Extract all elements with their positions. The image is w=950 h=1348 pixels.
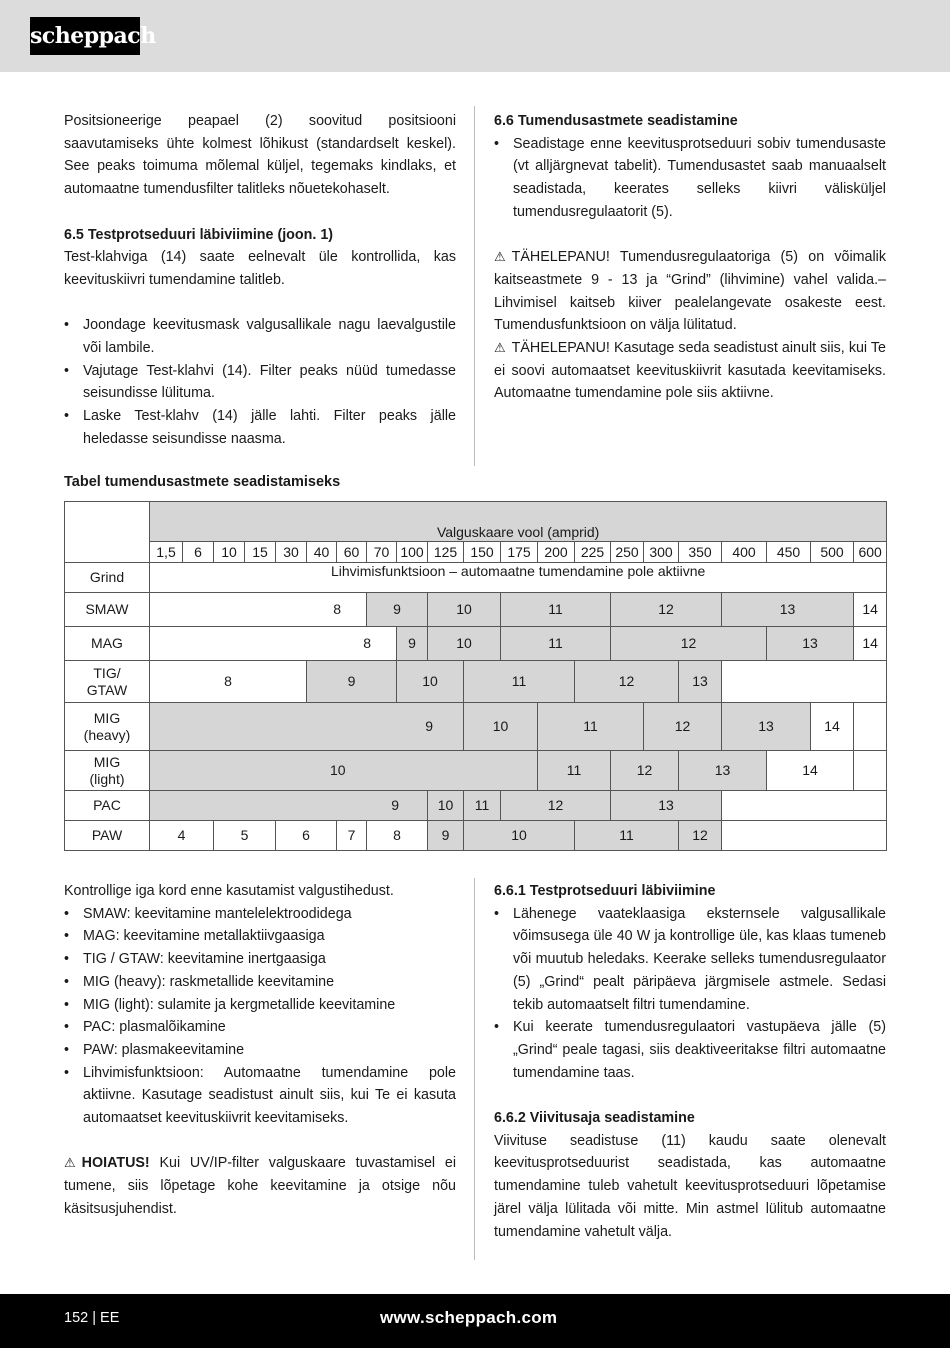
shade-cell: 11 [538, 703, 644, 751]
row-label-smaw: SMAW [65, 593, 150, 627]
shade-cell: 12 [611, 593, 722, 627]
shade-cell: 14 [767, 751, 854, 791]
amp-cell: 200 [538, 542, 575, 563]
shade-cell: 12 [644, 703, 722, 751]
amp-cell: 40 [307, 542, 337, 563]
warning-text: Kui UV/IP-filter valguskaare tuvastamisel ei tumene, siis lõpetage kohe keevitamine ja otsige nõu käsitsusjuhendist. [64, 1155, 456, 1217]
heading-6-5: 6.5 Testprotseduuri läbiviimine (joon. 1) [64, 226, 334, 243]
amp-cell: 1,5 [150, 542, 183, 563]
row-label-line: (heavy) [83, 726, 131, 743]
shade-cell-empty [854, 703, 887, 751]
grind-text: Lihvimisfunktsioon – automaatne tumendamine pole aktiivne [150, 563, 887, 593]
warning-paragraph [494, 337, 886, 405]
row-label-line: MIG [93, 753, 121, 770]
shade-cell: 14 [854, 593, 887, 627]
shade-cell: 13 [722, 703, 811, 751]
shade-cell: 11 [501, 627, 611, 661]
page-footer [0, 1294, 950, 1348]
warning-text: TÄHELEPANU! Kasutage seda seadistust ainult siis, kui Te ei soovi automaatset keevituskiivrit kasutada keevitamiseks. Automaatne tumendamine pole siis aktiivne. [494, 340, 886, 402]
row-label-line: MIG [93, 709, 121, 726]
list-item: • MIG (light): sulamite ja kergmetallide keevitamine [64, 994, 456, 1017]
table-corner [65, 502, 150, 563]
shade-cell: 12 [679, 821, 722, 851]
shade-cell: 4 [150, 821, 214, 851]
shade-cell: 9 [397, 627, 428, 661]
list-item: • Kui keerate tumendusregulaatori vastupäeva jälle (5) „Grind“ peale tagasi, siis deaktiveeritakse filtri automaatne tumendamine taas. [494, 1016, 886, 1084]
shade-cell: 7 [337, 821, 367, 851]
amp-cell: 150 [464, 542, 501, 563]
shade-cell: 14 [854, 627, 887, 661]
shade-cell: 9 [150, 791, 428, 821]
shade-table [64, 501, 887, 851]
shade-cell: 10 [428, 627, 501, 661]
shade-cell: 9 [150, 703, 464, 751]
row-label-line: TIG/ [93, 664, 121, 681]
list-item: • SMAW: keevitamine mantelelektroodidega [64, 903, 456, 926]
heading-6-6: 6.6 Tumendusastmete seadistamine [494, 113, 738, 129]
shade-cell: 14 [811, 703, 854, 751]
row-label-grind: Grind [65, 563, 150, 593]
left-bottom-column [64, 880, 456, 1221]
shade-cell: 12 [501, 791, 611, 821]
warning-text: TÄHELEPANU! Tumendusregulaatoriga (5) on võimalik kaitseastmete 9 - 13 ja “Grind” (lihvimine) vahel valida.–Lihvimisel kaitseb kiiver pealelangevate osakeste eest. Tumendusfunktsioon on välja lülitatud. [494, 249, 886, 334]
list-item: • MAG: keevitamine metallaktiivgaasiga [64, 925, 456, 948]
left-top-column [64, 110, 456, 451]
shade-cell: 11 [538, 751, 611, 791]
paragraph-delay: Viivituse seadistuse (11) kaudu saate olenevalt keevitusprotseduurist seadistada, kas automaatne tumendamine tuleb vahetult keevitusprotseduuri lõpetamise järel välja lülitada või mitte. Min astmel lülitub automaatne tumendamine vahetult välja. [494, 1132, 886, 1240]
row-label-mig-light [65, 751, 150, 791]
amp-cell: 225 [575, 542, 611, 563]
shade-cell: 8 [150, 593, 367, 627]
shade-cell: 13 [679, 661, 722, 703]
list-item: • TIG / GTAW: keevitamine inertgaasiga [64, 948, 456, 971]
paragraph-check: Kontrollige iga kord enne kasutamist valgustihedust. [64, 883, 394, 899]
shade-cell-empty [854, 751, 887, 791]
heading-6-6-1: 6.6.1 Testprotseduuri läbiviimine [494, 883, 716, 899]
row-label-mig-heavy [65, 703, 150, 751]
amp-cell: 10 [214, 542, 245, 563]
table-title: Tabel tumendusastmete seadistamiseks [64, 474, 341, 490]
page-number: 152 [64, 1310, 89, 1326]
amp-cell: 300 [644, 542, 679, 563]
row-label-line: GTAW [86, 681, 128, 698]
current-header: Valguskaare vool (amprid) [150, 502, 887, 542]
row-label-pac: PAC [65, 791, 150, 821]
row-label-tig [65, 661, 150, 703]
shade-cell: 10 [464, 821, 575, 851]
shade-cell: 10 [150, 751, 538, 791]
amp-cell: 450 [767, 542, 811, 563]
column-divider-bottom [474, 878, 475, 1260]
shade-cell: 9 [428, 821, 464, 851]
amp-cell: 350 [679, 542, 722, 563]
shade-cell: 13 [679, 751, 767, 791]
shade-cell-empty [722, 661, 887, 703]
shade-cell: 11 [501, 593, 611, 627]
warning-triangle-icon: ⚠ [64, 1155, 76, 1171]
website-url: www.scheppach.com [380, 1308, 558, 1327]
right-top-column [494, 110, 886, 405]
shade-cell: 8 [150, 627, 397, 661]
amp-cell: 600 [854, 542, 887, 563]
row-label-mag: MAG [65, 627, 150, 661]
shade-cell-empty [722, 821, 887, 851]
list-item: • Vajutage Test-klahvi (14). Filter peaks nüüd tumedasse seisundisse lülituma. [64, 360, 456, 405]
shade-cell: 8 [150, 661, 307, 703]
column-divider-top [474, 106, 475, 466]
amp-cell: 15 [245, 542, 276, 563]
list-item: • Seadistage enne keevitusprotseduuri sobiv tumendusaste (vt alljärgnevat tabelit). Tumendusastet saab manuaalselt seadistada, keerates selleks kiivri välisküljel tumendusregulaatorit (5). [494, 133, 886, 224]
warning-paragraph [64, 1152, 456, 1220]
page-number-block: 152 | EE [64, 1310, 120, 1326]
amp-cell: 400 [722, 542, 767, 563]
shade-cell: 9 [367, 593, 428, 627]
paragraph-headband: Positsioneerige peapael (2) soovitud positsiooni saavutamiseks ühte kolmest lõhikust (standardselt keskel). See peaks toimuma mõlemal küljel, tegemaks kindlaks, et automaatne tumendusfilter talitleks nõuetekohaselt. [64, 113, 456, 198]
warning-label: HOIATUS! [81, 1155, 150, 1172]
shade-cell: 11 [464, 661, 575, 703]
list-item: • Lihvimisfunktsioon: Automaatne tumendamine pole aktiivne. Kasutage seadistust ainult siis, kui Te ei kasuta automaatset keevituskiivrit keevitamiseks. [64, 1062, 456, 1130]
shade-cell: 12 [575, 661, 679, 703]
shade-cell: 10 [397, 661, 464, 703]
list-item: • Lähenege vaateklaasiga eksternsele valgusallikale võimsusega üle 40 W ja kontrollige üle, kas klaas tumeneb või muutub heledaks. Keerake selleks tumendusregulaator (5) „Grind“ pealt päripäeva järgmisele astmele. Sedasi tekib automaatselt filtri tumendamine. [494, 903, 886, 1017]
row-label-line: (light) [89, 770, 125, 787]
amp-cell: 6 [183, 542, 214, 563]
shade-cell: 10 [428, 791, 464, 821]
list-item: • PAC: plasmalõikamine [64, 1016, 456, 1039]
list-item: • Laske Test-klahv (14) jälle lahti. Filter peaks jälle heledasse seisundisse naasma. [64, 405, 456, 450]
shade-cell: 8 [367, 821, 428, 851]
amp-cell: 250 [611, 542, 644, 563]
heading-6-6-2: 6.6.2 Viivitusaja seadistamine [494, 1110, 695, 1127]
amp-cell: 60 [337, 542, 367, 563]
warning-triangle-icon: ⚠ [494, 340, 506, 356]
shade-cell: 11 [575, 821, 679, 851]
shade-cell: 9 [307, 661, 397, 703]
amp-cell: 70 [367, 542, 397, 563]
shade-cell: 13 [767, 627, 854, 661]
scheppach-logo: scheppach [30, 17, 140, 55]
amp-cell: 175 [501, 542, 538, 563]
amp-cell: 30 [276, 542, 307, 563]
shade-cell: 13 [722, 593, 854, 627]
row-label-paw: PAW [65, 821, 150, 851]
shade-cell: 10 [464, 703, 538, 751]
paragraph-test-key: Test-klahviga (14) saate eelnevalt üle kontrollida, kas keevituskiivri tumendamine talitleb. [64, 249, 456, 288]
shade-cell: 5 [214, 821, 276, 851]
shade-cell: 13 [611, 791, 722, 821]
warning-triangle-icon: ⚠ [494, 249, 506, 265]
shade-cell-empty [722, 791, 887, 821]
shade-cell: 6 [276, 821, 337, 851]
shade-cell: 12 [611, 627, 767, 661]
right-bottom-column [494, 880, 886, 1243]
language-code: EE [100, 1310, 120, 1326]
list-item: • PAW: plasmakeevitamine [64, 1039, 456, 1062]
list-item: • MIG (heavy): raskmetallide keevitamine [64, 971, 456, 994]
list-item: • Joondage keevitusmask valgusallikale nagu laevalgustile või lambile. [64, 314, 456, 359]
page-header [0, 0, 950, 72]
warning-paragraph [494, 246, 886, 337]
shade-cell: 11 [464, 791, 501, 821]
amp-cell: 500 [811, 542, 854, 563]
amp-cell: 100 [397, 542, 428, 563]
shade-cell: 12 [611, 751, 679, 791]
shade-cell: 10 [428, 593, 501, 627]
amp-cell: 125 [428, 542, 464, 563]
